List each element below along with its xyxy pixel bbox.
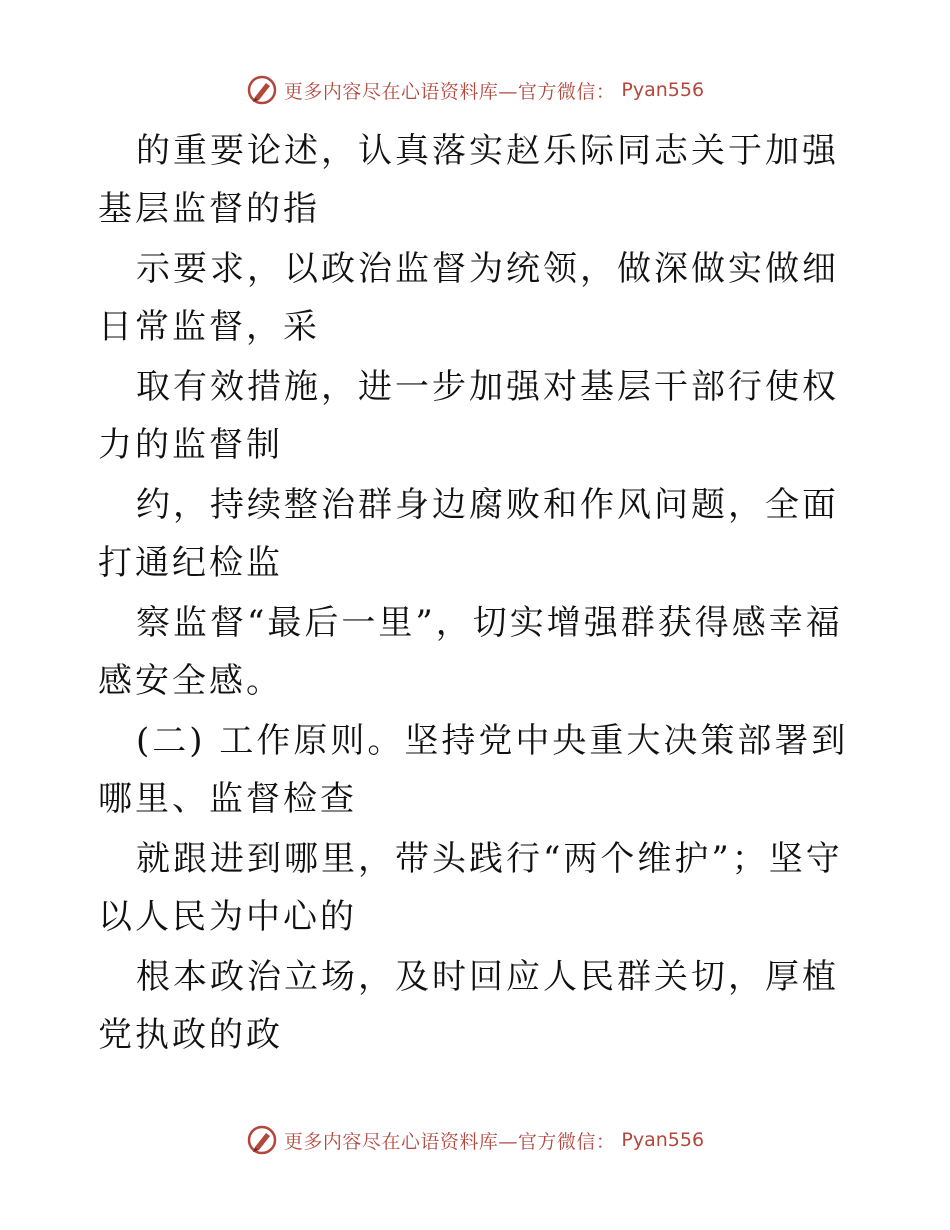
paragraph: (二) 工作原则。坚持党中央重大决策部署到哪里、监督检查 xyxy=(98,721,849,819)
header-wechat-id: Pyan556 xyxy=(621,79,705,101)
pen-logo-icon xyxy=(246,74,278,106)
header-banner-text: 更多内容尽在心语资料库—官方微信： xyxy=(283,80,616,103)
document-body xyxy=(98,122,858,1066)
header-banner xyxy=(0,70,950,110)
paragraph: 示要求，以政治监督为统领，做深做实做细日常监督，采 xyxy=(98,249,839,347)
paragraph: 察监督“最后一里”，切实增强群获得感幸福感安全感。 xyxy=(98,603,843,701)
footer-banner xyxy=(0,1120,950,1160)
footer-wechat-id: Pyan556 xyxy=(621,1129,705,1151)
paragraph: 根本政治立场，及时回应人民群关切，厚植党执政的政 xyxy=(98,957,839,1055)
paragraph: 的重要论述，认真落实赵乐际同志关于加强基层监督的指 xyxy=(98,131,839,229)
pen-logo-icon xyxy=(246,1124,278,1156)
footer-banner-text: 更多内容尽在心语资料库—官方微信： xyxy=(283,1130,616,1153)
paragraph: 就跟进到哪里，带头践行“两个维护”；坚守以人民为中心的 xyxy=(98,839,843,937)
paragraph: 取有效措施，进一步加强对基层干部行使权力的监督制 xyxy=(98,367,839,465)
paragraph: 约，持续整治群身边腐败和作风问题，全面打通纪检监 xyxy=(98,485,839,583)
